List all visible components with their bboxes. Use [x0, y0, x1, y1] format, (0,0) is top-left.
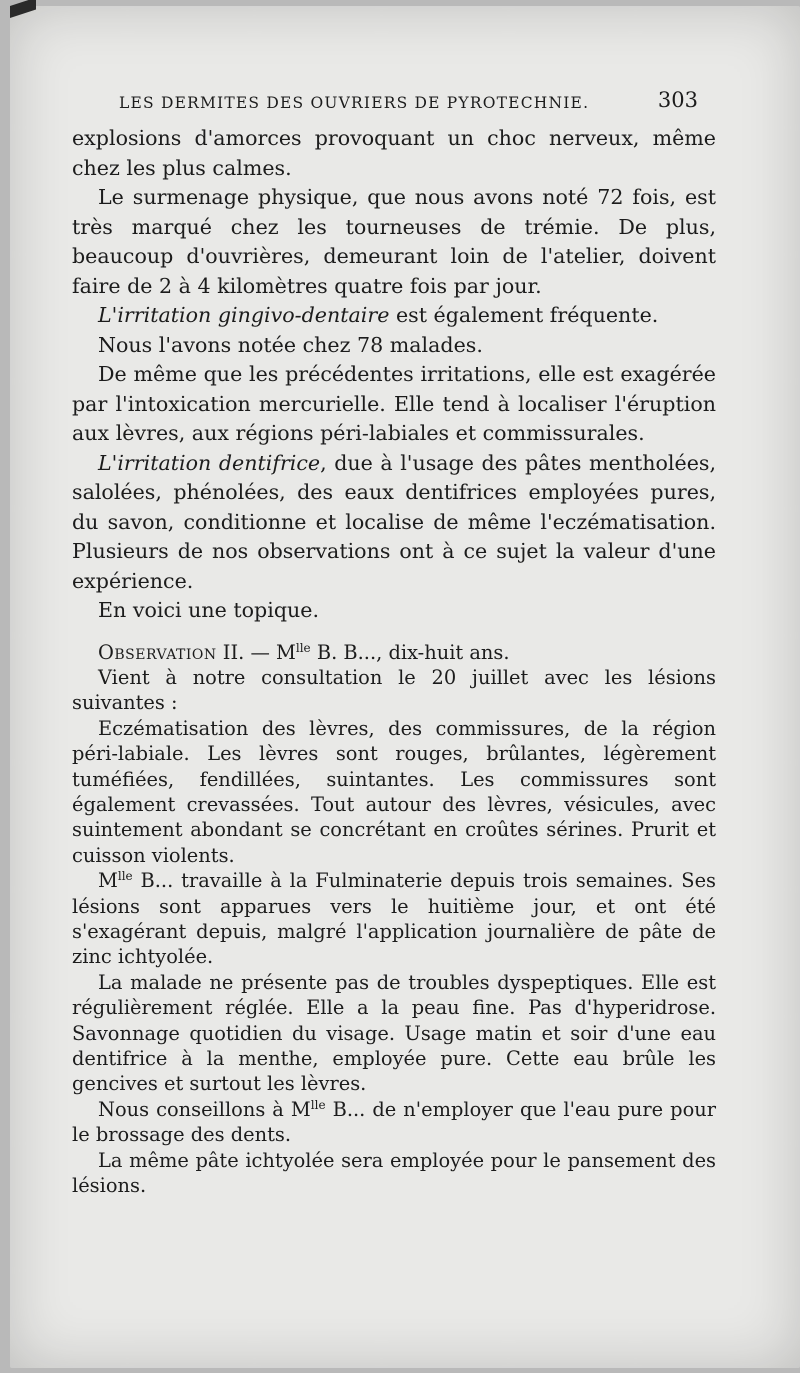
paragraph-irritation-gingivo	[72, 301, 716, 331]
running-title: LES DERMITES DES OUVRIERS DE PYROTECHNIE.	[119, 94, 590, 112]
observation-para-consultation: Vient à notre consultation le 20 juillet avec les lésions suivantes :	[72, 665, 716, 715]
observation-patient: B. B..., dix-huit ans.	[310, 640, 510, 664]
paragraph-text: B... de n'employer que l'eau pure pour le brossage des dents.	[72, 1097, 716, 1147]
paragraph-text: B... travaille à la Fulminaterie depuis trois semaines. Ses lésions sont apparues vers le huitième jour, et ont été s'exagérant depuis, malgré l'application journalière de pâte de zinc ichtyolée.	[72, 869, 716, 969]
observation-heading	[72, 640, 716, 665]
observation-block	[72, 640, 716, 1199]
paragraph-text: , due à l'usage des pâtes mentholées, salolées, phénolées, des eaux dentifrices employées pures, du savon, conditionne et localise de même l'eczématisation. Plusieurs de nos observations ont à ce sujet la valeur d'une expérience.	[72, 450, 716, 593]
observation-para-advice	[72, 1097, 716, 1148]
term-irritation-dentifrice: L'irritation dentifrice	[98, 450, 321, 475]
honorific-sup: lle	[117, 869, 133, 884]
observation-para-history: La malade ne présente pas de troubles dyspeptiques. Elle est régulièrement réglée. Elle a la peau fine. Pas d'hyperidrose. Savonnage quotidien du visage. Usage matin et soir d'une eau dentifrice à la menthe, employée pure. Cette eau brûle les gencives et surtout les lèvres.	[72, 970, 716, 1096]
paragraph-irritation-dentifrice	[72, 449, 716, 597]
honorific-sup: lle	[295, 640, 311, 655]
book-page	[10, 6, 800, 1368]
observation-number: II. — M	[216, 640, 296, 664]
scan-corner-mark	[10, 0, 36, 18]
page-number: 303	[657, 88, 698, 112]
paragraph-topique: En voici une topique.	[98, 598, 320, 622]
term-irritation-gingivo: L'irritation gingivo-dentaire	[98, 303, 390, 327]
observation-para-treatment: La même pâte ichtyolée sera employée pour le pansement des lésions.	[72, 1148, 716, 1198]
paragraph-surmenage: Le surmenage physique, que nous avons noté 72 fois, est très marqué chez les tourneuses de trémie. De plus, beaucoup d'ouvrières, demeurant loin de l'atelier, doivent faire de 2 à 4 kilomètres quatre fois par jour.	[72, 185, 716, 298]
observation-label: Observation	[98, 640, 217, 664]
section-gap	[72, 626, 716, 640]
paragraph-78-malades: Nous l'avons notée chez 78 malades.	[98, 332, 483, 357]
observation-para-symptoms: Eczématisation des lèvres, des commissures, de la région péri-labiale. Les lèvres sont rouges, brûlantes, légèrement tuméfiées, fendillées, suintantes. Les commissures sont également crevassées. Tout autour des lèvres, vésicules, avec suintement abondant se concrétant en croûtes sérines. Prurit et cuisson violents.	[72, 716, 716, 867]
page-header	[119, 88, 698, 118]
paragraph-text: est également fréquente.	[389, 303, 659, 327]
honorific-prefix: M	[98, 869, 118, 893]
page-body	[72, 124, 716, 1198]
honorific-sup: lle	[310, 1097, 326, 1112]
observation-para-fulminaterie	[72, 868, 716, 970]
paragraph-text: Nous conseillons à M	[98, 1097, 311, 1121]
paragraph-intoxication: De même que les précédentes irritations, elle est exagérée par l'intoxication mercurielle. Elle tend à localiser l'éruption aux lèvres, aux régions péri-labiales et commissurales.	[72, 362, 716, 445]
paragraph-continuation: explosions d'amorces provoquant un choc nerveux, même chez les plus calmes.	[72, 126, 716, 180]
